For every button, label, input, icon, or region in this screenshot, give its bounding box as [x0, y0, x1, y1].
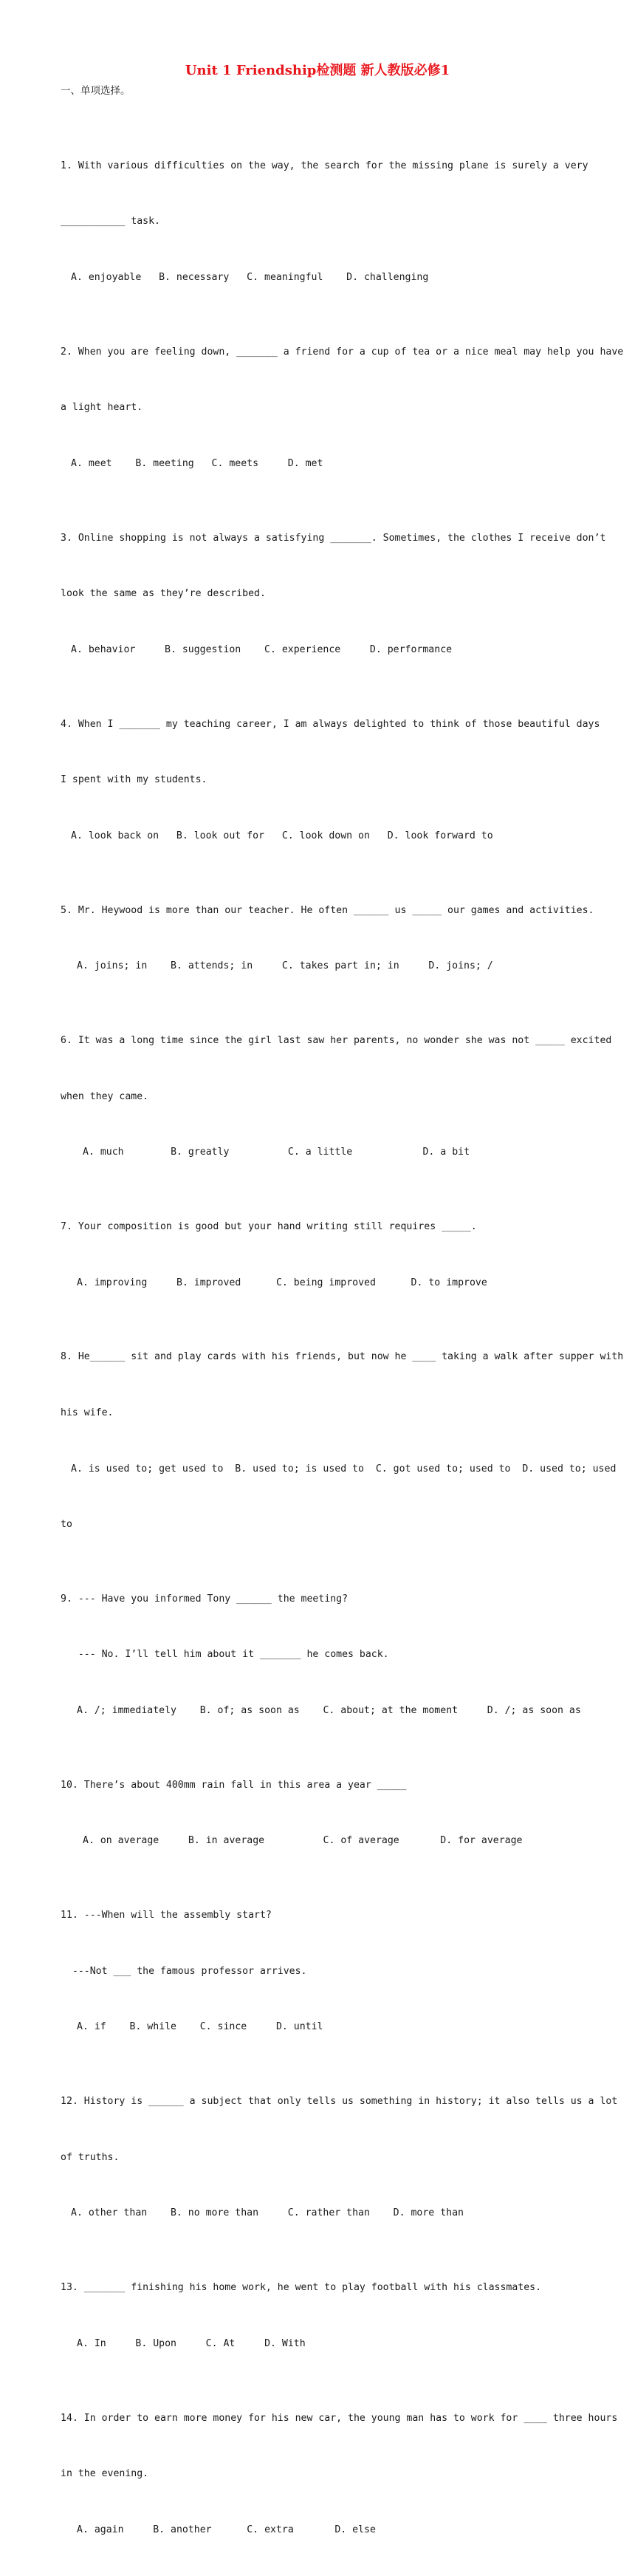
question-11-options: A. if B. while C. since D. until [77, 2021, 323, 2033]
question-5-options: A. joins; in B. attends; in C. takes part in; in D. joins; / [77, 960, 493, 972]
question-1-line-1: 1. With various difficulties on the way, the search for the missing plane is surely a very [61, 160, 588, 171]
question-1-options: A. enjoyable B. necessary C. meaningful D. challenging [71, 271, 429, 283]
question-8-options: A. is used to; get used to B. used to; is used to C. got used to; used to D. used to; used [71, 1463, 617, 1475]
question-13-line-1: 13. _______ finishing his home work, he went to play football with his classmates. [61, 2282, 542, 2294]
question-9-line-1: 9. --- Have you informed Tony ______ the meeting? [61, 1593, 349, 1605]
question-7-options: A. improving B. improved C. being improved D. to improve [77, 1277, 487, 1288]
question-4-line-2: I spent with my students. [61, 774, 207, 786]
question-6-line-2: when they came. [61, 1090, 149, 1102]
question-14-line-2: in the evening. [61, 2468, 149, 2480]
question-3-line-1: 3. Online shopping is not always a satisfying _______. Sometimes, the clothes I receive don’t [61, 532, 606, 544]
section-heading: 一、单项选择。 [61, 85, 131, 97]
question-6-line-1: 6. It was a long time since the girl last saw her parents, no wonder she was not _____ excited [61, 1034, 612, 1046]
question-2-options: A. meet B. meeting C. meets D. met [71, 457, 323, 469]
question-11-line-2: ---Not ___ the famous professor arrives. [61, 1965, 307, 1977]
question-list [61, 100, 624, 2576]
question-8-line-1: 8. He______ sit and play cards with his friends, but now he ____ taking a walk after supper with [61, 1351, 624, 1363]
question-11-line-1: 11. ---When will the assembly start? [61, 1910, 272, 1921]
question-5-line-1: 5. Mr. Heywood is more than our teacher. He often ______ us _____ our games and activities. [61, 904, 594, 916]
question-12-line-2: of truths. [61, 2151, 120, 2163]
question-1-line-2: ___________ task. [61, 216, 160, 228]
question-6-options: A. much B. greatly C. a little D. a bit [83, 1147, 470, 1158]
question-10-line-1: 10. There’s about 400mm rain fall in this area a year _____ [61, 1779, 407, 1791]
question-4-options: A. look back on B. look out for C. look down on D. look forward to [71, 830, 493, 841]
question-10-options: A. on average B. in average C. of average D. for average [83, 1835, 523, 1847]
question-14-options: A. again B. another C. extra D. else [77, 2524, 376, 2535]
question-14-line-1: 14. In order to earn more money for his new car, the young man has to work for ____ three hours [61, 2412, 618, 2424]
question-13-options: A. In B. Upon C. At D. With [77, 2337, 306, 2349]
question-12-options: A. other than B. no more than C. rather than D. more than [71, 2207, 464, 2219]
question-9-line-2: --- No. I’ll tell him about it _______ he comes back. [61, 1649, 389, 1661]
question-12-line-1: 12. History is ______ a subject that only tells us something in history; it also tells us a lot [61, 2096, 618, 2108]
question-3-options: A. behavior B. suggestion C. experience D. performance [71, 643, 453, 655]
question-2-line-2: a light heart. [61, 402, 143, 414]
question-4-line-1: 4. When I _______ my teaching career, I am always delighted to think of those beautiful days [61, 718, 600, 730]
question-2-line-1: 2. When you are feeling down, _______ a friend for a cup of tea or a nice meal may help you have [61, 346, 624, 358]
question-8-options-wrap: to [61, 1519, 72, 1531]
document-title: Unit 1 Friendship检测题 新人教版必修1 [185, 63, 450, 78]
question-3-line-2: look the same as they’re described. [61, 588, 266, 600]
question-7-line-1: 7. Your composition is good but your hand writing still requires _____. [61, 1220, 477, 1232]
question-8-line-2: his wife. [61, 1407, 114, 1418]
question-9-options: A. /; immediately B. of; as soon as C. about; at the moment D. /; as soon as [77, 1705, 581, 1717]
